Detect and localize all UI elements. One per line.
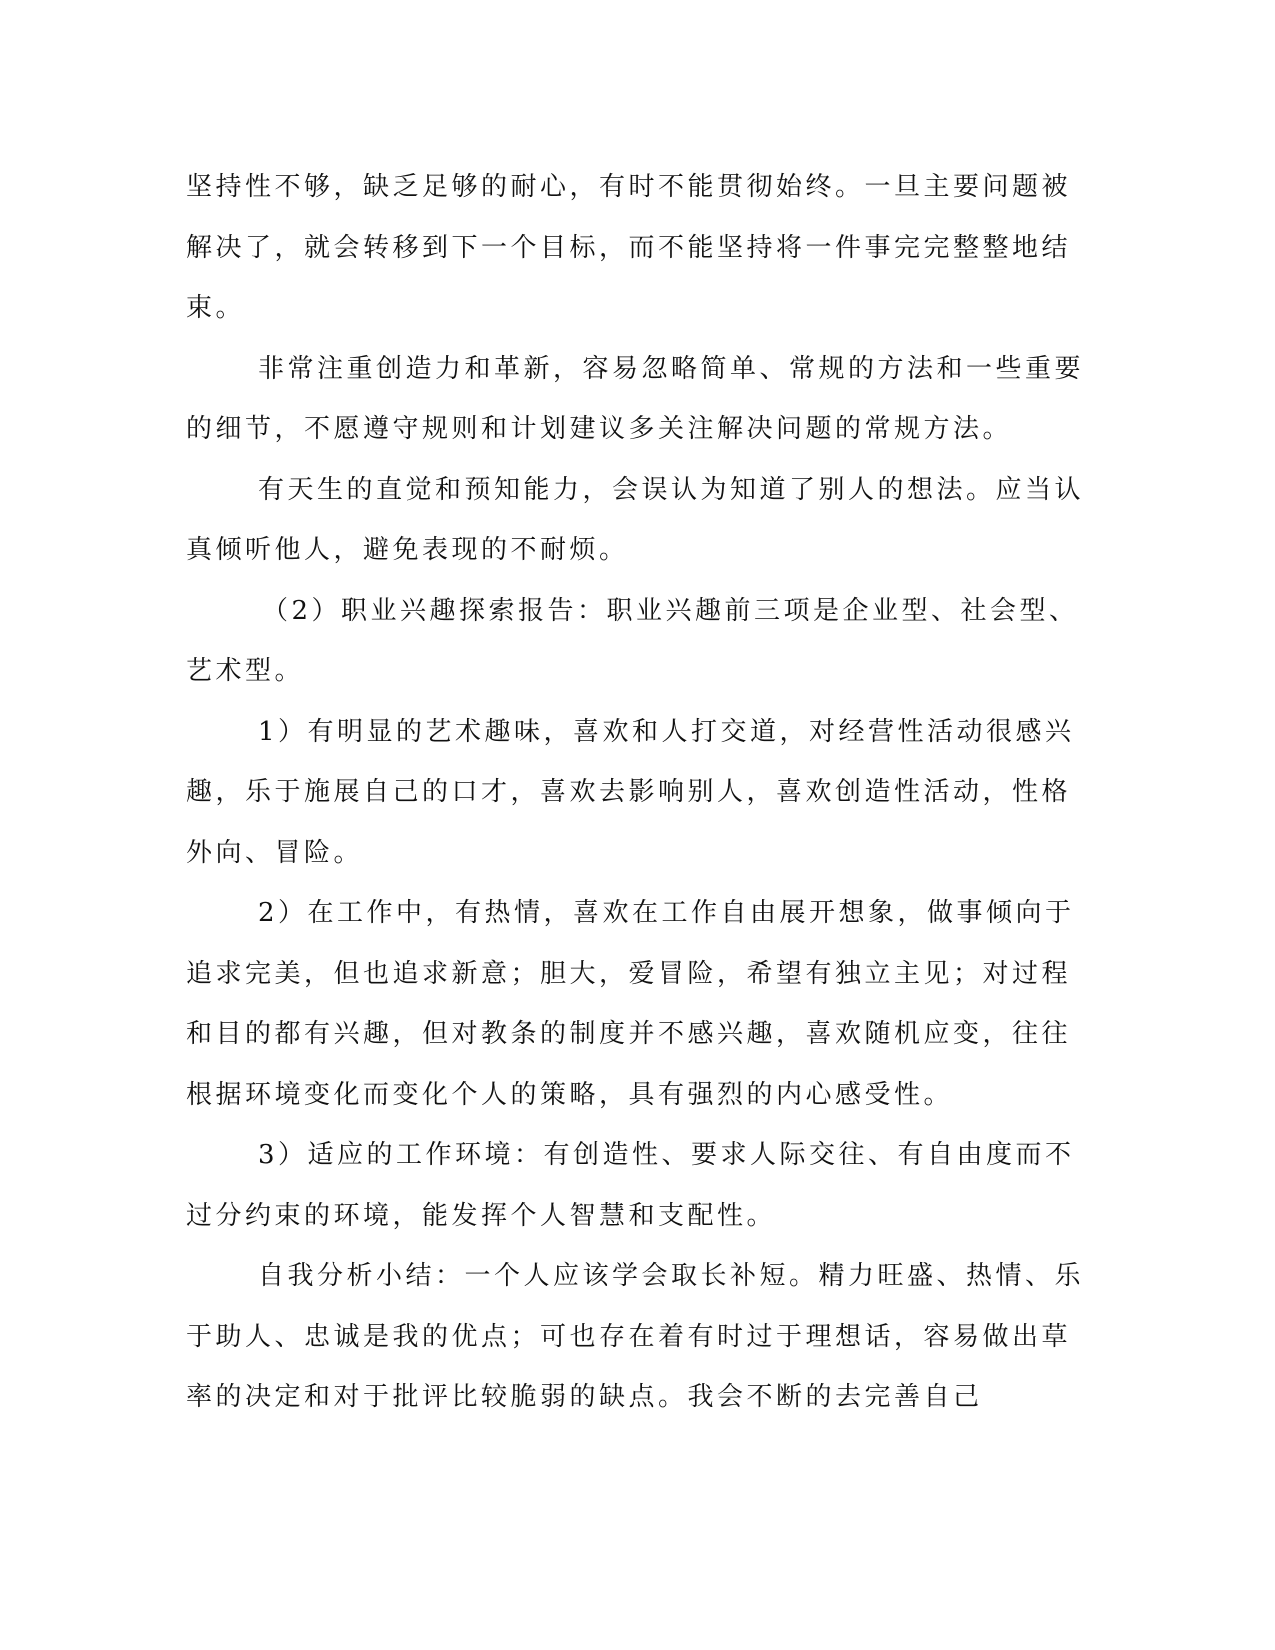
paragraph-creativity <box>186 339 1085 460</box>
text-line: 束。 <box>186 293 246 323</box>
text-line: 趣，乐于施展自己的口才，喜欢去影响别人，喜欢创造性活动，性格 <box>186 777 1072 807</box>
text-line: 有天生的直觉和预知能力，会误认为知道了别人的想法。应当认 <box>258 474 1085 505</box>
paragraph-self-analysis-summary <box>186 1246 1085 1428</box>
text-line: 2）在工作中，有热情，喜欢在工作自由展开想象，做事倾向于 <box>258 898 1075 928</box>
text-line: 艺术型。 <box>186 656 305 686</box>
text-line: 率的决定和对于批评比较脆弱的缺点。我会不断的去完善自己 <box>186 1382 983 1412</box>
paragraph-career-interest-report <box>186 581 1079 702</box>
text-line: 过分约束的环境，能发挥个人智慧和支配性。 <box>186 1200 777 1231</box>
paragraph-point-3 <box>186 1125 1075 1246</box>
text-line: （2）职业兴趣探索报告：职业兴趣前三项是企业型、社会型、 <box>262 595 1079 626</box>
text-line: 追求完美，但也追求新意；胆大，爱冒险，希望有独立主见；对过程 <box>186 958 1072 989</box>
paragraph-point-1 <box>186 702 1075 884</box>
document-body <box>186 157 1085 1428</box>
text-line: 外向、冒险。 <box>186 837 364 868</box>
text-line: 自我分析小结：一个人应该学会取长补短。精力旺盛、热情、乐 <box>258 1261 1085 1291</box>
paragraph-persistence <box>186 157 1072 339</box>
text-line: 非常注重创造力和革新，容易忽略简单、常规的方法和一些重要 <box>258 353 1085 384</box>
text-line: 解决了，就会转移到下一个目标，而不能坚持将一件事完完整整地结 <box>186 232 1072 263</box>
text-line: 3）适应的工作环境：有创造性、要求人际交往、有自由度而不 <box>258 1140 1075 1170</box>
text-line: 于助人、忠诚是我的优点；可也存在着有时过于理想话，容易做出草 <box>186 1321 1072 1352</box>
text-line: 1）有明显的艺术趣味，喜欢和人打交道，对经营性活动很感兴 <box>258 716 1075 747</box>
paragraph-intuition <box>186 460 1085 581</box>
text-line: 和目的都有兴趣，但对教条的制度并不感兴趣，喜欢随机应变，往往 <box>186 1019 1072 1049</box>
text-line: 坚持性不够，缺乏足够的耐心，有时不能贯彻始终。一旦主要问题被 <box>186 172 1072 202</box>
text-line: 的细节，不愿遵守规则和计划建议多关注解决问题的常规方法。 <box>186 414 1013 444</box>
paragraph-point-2 <box>186 883 1075 1125</box>
text-line: 根据环境变化而变化个人的策略，具有强烈的内心感受性。 <box>186 1079 954 1110</box>
text-line: 真倾听他人，避免表现的不耐烦。 <box>186 535 629 565</box>
